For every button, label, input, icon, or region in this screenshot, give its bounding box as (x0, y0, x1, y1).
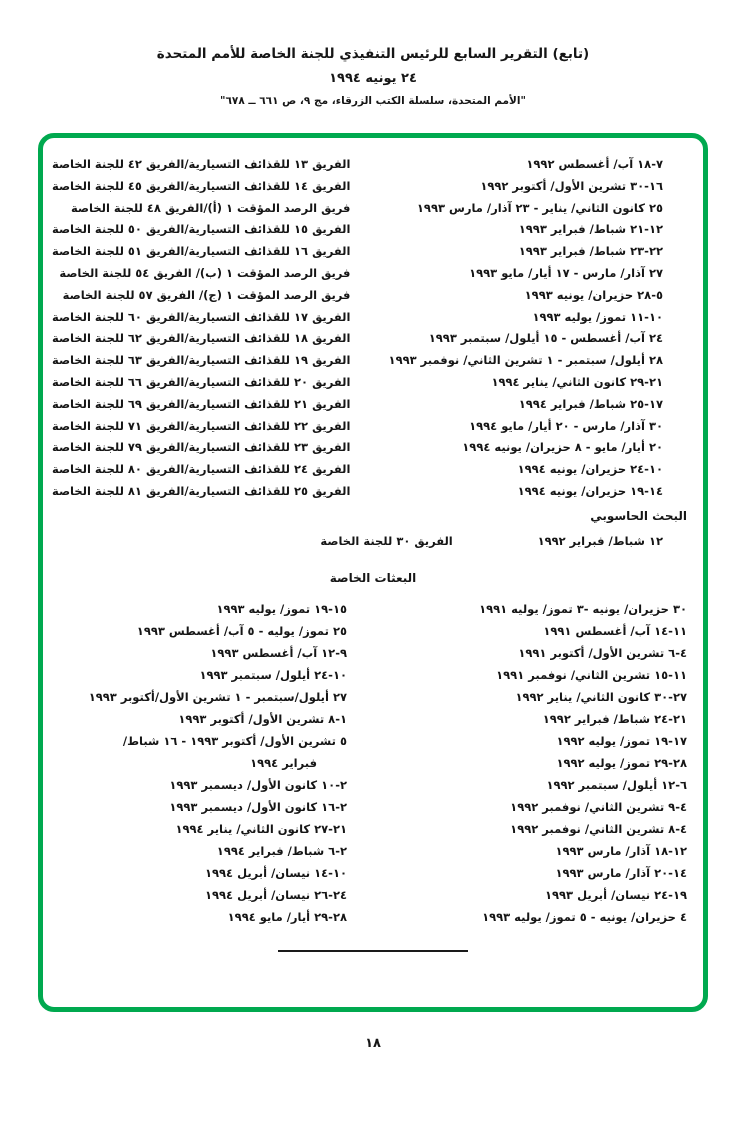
inspection-row (51, 154, 691, 176)
special-missions-column-left (55, 598, 373, 928)
computer-search-date: ١٢ شباط/ فبراير ١٩٩٢ (537, 533, 663, 548)
inspection-team: الفريق ١٧ للقذائف التسيارية/الفريق ٦٠ للجنة الخاصة (51, 309, 351, 324)
mission-date: ١٥-١٩ تموز/ يوليه ١٩٩٣ (216, 601, 347, 616)
mission-date: ٢٨-٢٩ أيار/ مايو ١٩٩٤ (227, 909, 347, 924)
inspection-date: ٢٧ آذار/ مارس - ١٧ أيار/ مايو ١٩٩٣ (469, 265, 663, 280)
mission-date: ١٧-١٩ تموز/ يوليه ١٩٩٢ (556, 733, 687, 748)
inspection-team: الفريق ٢٤ للقذائف التسيارية/الفريق ٨٠ للجنة الخاصة (51, 462, 351, 477)
mission-date: ٢٥ تموز/ يوليه - ٥ آب/ أغسطس ١٩٩٣ (136, 623, 347, 638)
inspection-table (51, 154, 691, 503)
inspection-date: ٢٥ كانون الثاني/ يناير - ٢٣ آذار/ مارس ١٩٩٣ (416, 200, 663, 215)
inspection-date: ١٤-١٩ حزيران/ يونيه ١٩٩٤ (517, 483, 663, 498)
inspection-team: الفريق ٢٢ للقذائف التسيارية/الفريق ٧١ للجنة الخاصة (51, 418, 351, 433)
mission-date: ٩-١٢ آب/ أغسطس ١٩٩٣ (210, 645, 347, 660)
inspection-row (51, 437, 691, 459)
inspection-team: الفريق ٢٠ للقذائف التسيارية/الفريق ٦٦ للجنة الخاصة (51, 374, 351, 389)
inspection-row (55, 285, 691, 307)
mission-date: ٢٤-٢٦ نيسان/ أبريل ١٩٩٤ (204, 887, 347, 902)
inspection-team: الفريق ٢٥ للقذائف التسيارية/الفريق ٨١ للجنة الخاصة (51, 483, 351, 498)
mission-date: ٤-٨ تشرين الثاني/ نوفمبر ١٩٩٢ (510, 821, 687, 836)
inspection-date: ٢٠ أيار/ مايو - ٨ حزيران/ يونيه ١٩٩٤ (462, 440, 663, 455)
mission-date: ٢٧-٣٠ كانون الثاني/ يناير ١٩٩٢ (515, 689, 687, 704)
footnote-rule (278, 950, 468, 952)
mission-date: ٥ تشرين الأول/ أكتوبر ١٩٩٣ - ١٦ شباط/ (122, 733, 347, 748)
mission-date: ٤-٦ تشرين الأول/ أكتوبر ١٩٩١ (518, 645, 687, 660)
inspection-row (55, 198, 691, 220)
document-date: ٢٤ يونيه ١٩٩٤ (329, 71, 417, 86)
highlight-frame (38, 133, 708, 1012)
computer-search-table (55, 530, 691, 552)
mission-date: ١٠-١٤ نيسان/ أبريل ١٩٩٤ (204, 865, 347, 880)
mission-date: ١-٨ تشرين الأول/ أكتوبر ١٩٩٣ (178, 711, 347, 726)
inspection-date: ١٠-٢٤ حزيران/ يونيه ١٩٩٤ (517, 462, 663, 477)
mission-date: ٢-١٦ كانون الأول/ ديسمبر ١٩٩٣ (169, 799, 347, 814)
inspection-team: الفريق ٢٣ للقذائف التسيارية/الفريق ٧٩ للجنة الخاصة (51, 440, 351, 455)
inspection-row (51, 307, 691, 329)
mission-date: ٦-١٢ أيلول/ سبتمبر ١٩٩٢ (546, 777, 687, 792)
inspection-team: الفريق ١٥ للقذائف التسيارية/الفريق ٥٠ للجنة الخاصة (51, 222, 351, 237)
special-missions-table (55, 598, 691, 928)
inspection-date: ٣٠ آذار/ مارس - ٢٠ أيار/ مايو ١٩٩٤ (469, 418, 663, 433)
inspection-row (51, 372, 691, 394)
inspection-date: ٥-٢٨ حزيران/ يونيه ١٩٩٣ (524, 287, 663, 302)
mission-date: ٤-٩ تشرين الثاني/ نوفمبر ١٩٩٢ (510, 799, 687, 814)
inspection-team: فريق الرصد المؤقت ١ (ج)/ الفريق ٥٧ للجنة الخاصة (62, 287, 351, 302)
mission-date: ١٩-٢٤ نيسان/ أبريل ١٩٩٣ (544, 887, 687, 902)
mission-date: ٢١-٢٤ شباط/ فبراير ١٩٩٢ (542, 711, 687, 726)
inspection-row (51, 328, 691, 350)
inspection-date: ١٦-٣٠ تشرين الأول/ أكتوبر ١٩٩٢ (480, 178, 663, 193)
inspection-row (51, 459, 691, 481)
inspection-row (55, 263, 691, 285)
inspection-row (51, 219, 691, 241)
inspection-team: الفريق ٢١ للقذائف التسيارية/الفريق ٦٩ للجنة الخاصة (51, 396, 351, 411)
mission-date: ٢٨-٢٩ تموز/ يوليه ١٩٩٢ (556, 755, 687, 770)
inspection-team: الفريق ١٨ للقذائف التسيارية/الفريق ٦٢ للجنة الخاصة (51, 331, 351, 346)
computer-search-team: الفريق ٣٠ للجنة الخاصة (320, 533, 453, 548)
inspection-date: ٢٢-٢٣ شباط/ فبراير ١٩٩٣ (518, 244, 663, 259)
inspection-row (51, 241, 691, 263)
mission-date: ٢١-٢٧ كانون الثاني/ يناير ١٩٩٤ (175, 821, 347, 836)
inspection-row (51, 176, 691, 198)
mission-date: ١٠-٢٤ أيلول/ سبتمبر ١٩٩٣ (199, 667, 347, 682)
mission-date: ٣٠ حزيران/ يونيه -٣ تموز/ يوليه ١٩٩١ (479, 601, 687, 616)
inspection-row (51, 394, 691, 416)
inspection-date: ٢٤ آب/ أغسطس - ١٥ أيلول/ سبتمبر ١٩٩٣ (428, 331, 663, 346)
inspection-row (51, 481, 691, 503)
inspection-date: ٢٨ أيلول/ سبتمبر - ١ تشرين الثاني/ نوفمبر ١٩٩٣ (388, 353, 663, 368)
mission-date: ٢-١٠ كانون الأول/ ديسمبر ١٩٩٣ (169, 777, 347, 792)
inspection-team: الفريق ١٣ للقذائف التسيارية/الفريق ٤٢ للجنة الخاصة (51, 157, 351, 171)
inspection-row (51, 416, 691, 438)
inspection-date: ٧-١٨ آب/ أغسطس ١٩٩٢ (526, 157, 663, 171)
inspection-team: الفريق ١٩ للقذائف التسيارية/الفريق ٦٣ للجنة الخاصة (51, 353, 351, 368)
inspection-team: فريق الرصد المؤقت ١ (ب)/ الفريق ٥٤ للجنة الخاصة (59, 265, 351, 280)
mission-date: ١٢-١٨ آذار/ مارس ١٩٩٣ (555, 843, 687, 858)
inspection-team: فريق الرصد المؤقت ١ (أ)/الفريق ٤٨ للجنة الخاصة (70, 200, 351, 215)
page-number: ١٨ (365, 1036, 381, 1051)
inspection-date: ١٠-١١ تموز/ يوليه ١٩٩٣ (532, 309, 663, 324)
mission-date: ١١-١٤ آب/ أغسطس ١٩٩١ (543, 623, 687, 638)
inspection-date: ٢١-٢٩ كانون الثاني/ يناير ١٩٩٤ (491, 374, 663, 389)
inspection-date: ١٧-٢٥ شباط/ فبراير ١٩٩٤ (518, 396, 663, 411)
computer-search-row (55, 530, 691, 552)
mission-date: ٤ حزيران/ يونيه - ٥ تموز/ يوليه ١٩٩٣ (482, 909, 687, 924)
mission-date: ٢-٦ شباط/ فبراير ١٩٩٤ (216, 843, 347, 858)
source-citation: "الأمم المتحدة، سلسلة الكتب الزرقاء، مج ٩، ص ٦٦١ ــ ٦٧٨" (220, 95, 526, 107)
section-heading-special-missions: البعثات الخاصة (329, 570, 417, 585)
mission-date: ٢٧ أيلول/سبتمبر - ١ تشرين الأول/أكتوبر ١٩٩٣ (88, 689, 347, 704)
document-title: (تابع) التقرير السابع للرئيس التنفيذي للجنة الخاصة للأمم المتحدة (156, 46, 590, 62)
inspection-team: الفريق ١٤ للقذائف التسيارية/الفريق ٤٥ للجنة الخاصة (51, 178, 351, 193)
inspection-team: الفريق ١٦ للقذائف التسيارية/الفريق ٥١ للجنة الخاصة (51, 244, 351, 259)
section-heading-computer-search: البحث الحاسوبي (590, 508, 687, 523)
document-header (0, 0, 746, 107)
inspection-date: ١٢-٢١ شباط/ فبراير ١٩٩٣ (518, 222, 663, 237)
mission-date: ١١-١٥ تشرين الثاني/ نوفمبر ١٩٩١ (496, 667, 687, 682)
mission-date: ١٤-٢٠ آذار/ مارس ١٩٩٣ (555, 865, 687, 880)
mission-date: فبراير ١٩٩٤ (250, 755, 317, 770)
special-missions-column-right (373, 598, 691, 928)
inspection-row (51, 350, 691, 372)
